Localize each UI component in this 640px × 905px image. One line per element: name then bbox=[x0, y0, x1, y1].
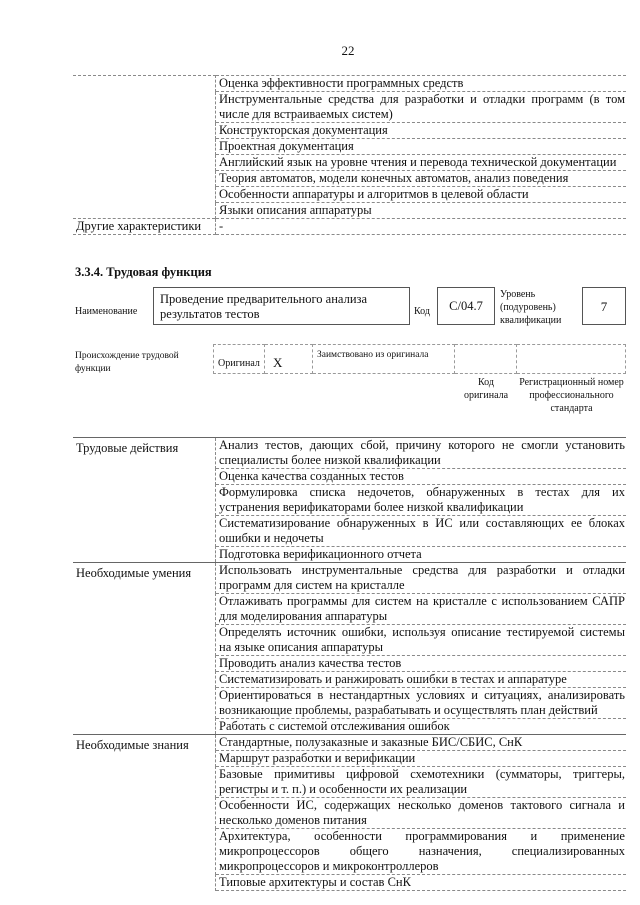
row-label-empty bbox=[73, 76, 216, 92]
labor-function-table bbox=[73, 437, 626, 891]
function-code-box: C/04.7 bbox=[437, 287, 495, 325]
list-item: Инструментальные средства для разработки и отладки программ (в том числе для встраиваемых систем) bbox=[216, 92, 627, 123]
group-label: Трудовые действия bbox=[73, 438, 216, 563]
row-label-empty bbox=[73, 203, 216, 219]
qualification-level-box: 7 bbox=[582, 287, 626, 325]
row-label-empty bbox=[73, 171, 216, 187]
list-item: Оценка качества созданных тестов bbox=[216, 469, 627, 485]
list-item: Проводить анализ качества тестов bbox=[216, 656, 627, 672]
labor-function-table-body bbox=[73, 438, 626, 891]
section-heading: 3.3.4. Трудовая функция bbox=[75, 265, 212, 279]
borrowed-label: Заимствовано из оригинала bbox=[313, 344, 455, 374]
original-code-cell bbox=[455, 344, 517, 374]
list-item: Базовые примитивы цифровой схемотехники (сумматоры, триггеры, регистры и т. п.) и особенности их реализации bbox=[216, 767, 627, 798]
list-item: Использовать инструментальные средства для разработки и отладки программ для систем на кристалле bbox=[216, 563, 627, 594]
list-item: Работать с системой отслеживания ошибок bbox=[216, 719, 627, 735]
list-item: Языки описания аппаратуры bbox=[216, 203, 627, 219]
list-item: Архитектура, особенности программирования и применение микропроцессоров общего назначения, специализированных микропроцессоров и микроконтроллеров bbox=[216, 829, 627, 875]
original-mark: X bbox=[265, 344, 313, 374]
code-label: Код bbox=[414, 306, 430, 317]
list-item: Оценка эффективности программных средств bbox=[216, 76, 627, 92]
list-item: Английский язык на уровне чтения и перевода технической документации bbox=[216, 155, 627, 171]
qualification-level-label: Уровень (подуровень) квалификации bbox=[500, 289, 562, 326]
list-item: Систематизирование обнаруженных в ИС или составляющих ее блоках ошибки и недочеты bbox=[216, 516, 627, 547]
list-item: Анализ тестов, дающих сбой, причину которого не смогли установить специалисты более низкой квалификации bbox=[216, 438, 627, 469]
list-item: Теория автоматов, модели конечных автоматов, анализ поведения bbox=[216, 171, 627, 187]
table-row bbox=[73, 92, 626, 123]
row-label-empty bbox=[73, 139, 216, 155]
row-label-empty bbox=[73, 92, 216, 123]
table-row bbox=[73, 735, 626, 751]
list-item: Формулировка списка недочетов, обнаруженных в тестах для их устранения верификаторами более низкой квалификации bbox=[216, 485, 627, 516]
table-row bbox=[73, 438, 626, 469]
list-item: Особенности аппаратуры и алгоритмов в целевой области bbox=[216, 187, 627, 203]
list-item: Типовые архитектуры и состав СнК bbox=[216, 875, 627, 891]
other-characteristics-row bbox=[73, 219, 626, 235]
list-item: Определять источник ошибки, используя описание тестируемой системы на языке описания аппаратуры bbox=[216, 625, 627, 656]
table-row bbox=[73, 203, 626, 219]
table-row bbox=[73, 76, 626, 92]
registration-number-cell bbox=[517, 344, 626, 374]
row-label-empty bbox=[73, 155, 216, 171]
table-row bbox=[73, 123, 626, 139]
list-item: Подготовка верификационного отчета bbox=[216, 547, 627, 563]
page-number: 22 bbox=[341, 43, 355, 58]
table-row bbox=[73, 139, 626, 155]
table-row bbox=[73, 155, 626, 171]
row-label-empty bbox=[73, 123, 216, 139]
group-label: Необходимые умения bbox=[73, 563, 216, 735]
table-row bbox=[73, 171, 626, 187]
original-code-label: Код оригинала bbox=[463, 377, 509, 401]
group-label: Необходимые знания bbox=[73, 735, 216, 891]
previous-function-table bbox=[73, 75, 626, 235]
other-characteristics-label: Другие характеристики bbox=[73, 219, 216, 235]
list-item: Особенности ИС, содержащих несколько доменов тактового сигнала и несколько доменов питания bbox=[216, 798, 627, 829]
list-item: Ориентироваться в нестандартных условиях и ситуациях, анализировать возникающие проблемы, разрабатывать и осуществлять план действий bbox=[216, 688, 627, 719]
table-row bbox=[73, 563, 626, 594]
registration-number-label: Регистрационный номер профессионального стандарта bbox=[519, 377, 624, 414]
other-characteristics-section bbox=[73, 219, 626, 235]
list-item: Конструкторская документация bbox=[216, 123, 627, 139]
row-label-empty bbox=[73, 187, 216, 203]
list-item: Стандартные, полузаказные и заказные БИС/СБИС, СнК bbox=[216, 735, 627, 751]
function-origin-label: Происхождение трудовой функции bbox=[75, 351, 179, 374]
list-item: Маршрут разработки и верификации bbox=[216, 751, 627, 767]
other-characteristics-value: - bbox=[216, 219, 627, 235]
function-name-box: Проведение предварительного анализа результатов тестов bbox=[153, 287, 410, 325]
table-row bbox=[73, 187, 626, 203]
name-label: Наименование bbox=[75, 306, 138, 317]
original-label: Оригинал bbox=[213, 344, 265, 374]
previous-function-table-body bbox=[73, 76, 626, 219]
list-item: Проектная документация bbox=[216, 139, 627, 155]
list-item: Систематизировать и ранжировать ошибки в тестах и аппаратуре bbox=[216, 672, 627, 688]
list-item: Отлаживать программы для систем на кристалле с использованием САПР для моделирования аппаратуры bbox=[216, 594, 627, 625]
